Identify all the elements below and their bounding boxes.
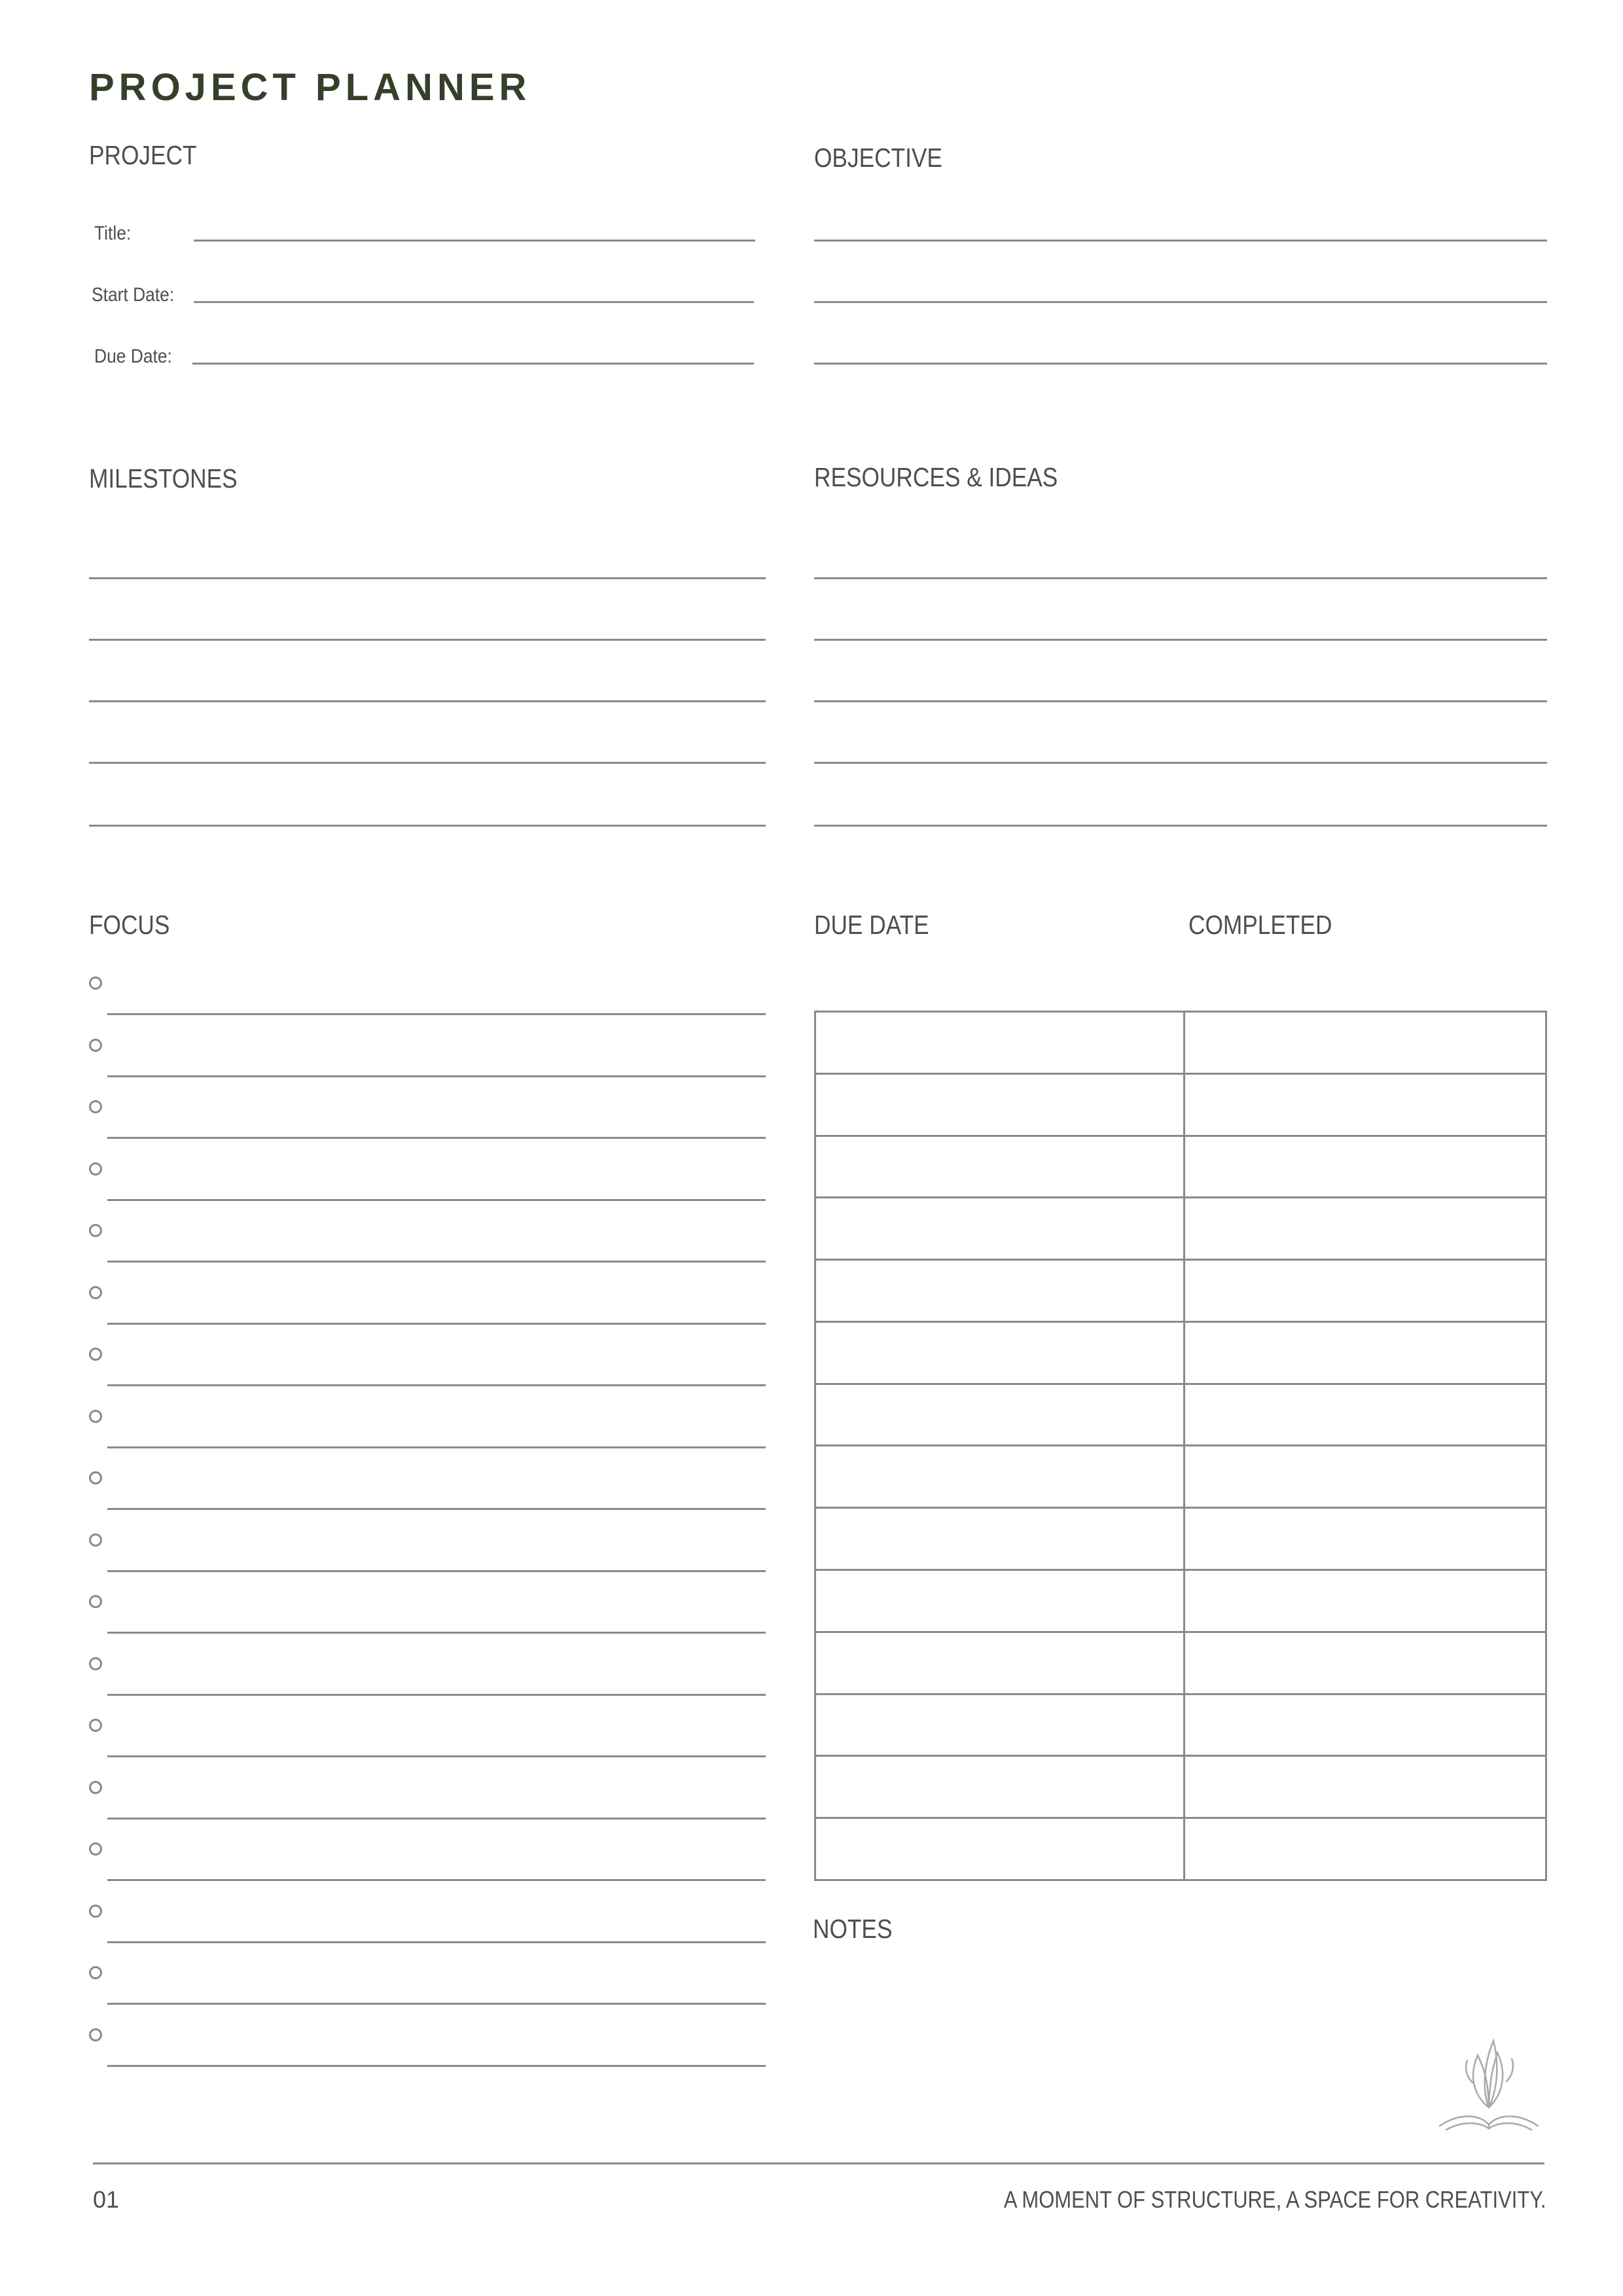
milestone-line[interactable]: [89, 825, 766, 827]
focus-line[interactable]: [107, 1755, 766, 1757]
due-date-cell[interactable]: [815, 1446, 1185, 1508]
completed-cell[interactable]: [1184, 1073, 1546, 1136]
focus-line[interactable]: [107, 1446, 766, 1448]
focus-line[interactable]: [107, 1137, 766, 1139]
focus-line[interactable]: [107, 1384, 766, 1386]
completed-cell[interactable]: [1184, 1570, 1546, 1632]
objective-line[interactable]: [814, 363, 1547, 365]
focus-checkbox[interactable]: [89, 1348, 102, 1361]
focus-checkbox[interactable]: [89, 1224, 102, 1237]
completed-cell[interactable]: [1184, 1198, 1546, 1260]
focus-line[interactable]: [107, 1199, 766, 1201]
resource-line[interactable]: [814, 825, 1547, 827]
completed-cell[interactable]: [1184, 1694, 1546, 1756]
focus-line[interactable]: [107, 2065, 766, 2067]
table-row: [815, 1012, 1546, 1074]
due-date-cell[interactable]: [815, 1321, 1185, 1384]
focus-line[interactable]: [107, 1694, 766, 1696]
focus-line[interactable]: [107, 1818, 766, 1820]
due-date-label: Due Date:: [94, 346, 172, 367]
focus-line[interactable]: [107, 1013, 766, 1015]
completed-cell[interactable]: [1184, 1384, 1546, 1446]
completed-cell[interactable]: [1184, 1321, 1546, 1384]
table-row: [815, 1818, 1546, 1880]
focus-checkbox[interactable]: [89, 1162, 102, 1175]
due-date-cell[interactable]: [815, 1570, 1185, 1632]
due-date-cell[interactable]: [815, 1508, 1185, 1570]
table-row: [815, 1570, 1546, 1632]
title-field[interactable]: [194, 240, 755, 242]
lotus-book-icon: [1433, 2029, 1544, 2134]
table-row: [815, 1321, 1546, 1384]
focus-checkbox[interactable]: [89, 1039, 102, 1052]
milestone-line[interactable]: [89, 577, 766, 579]
completed-cell[interactable]: [1184, 1632, 1546, 1694]
table-row: [815, 1508, 1546, 1570]
due-date-cell[interactable]: [815, 1694, 1185, 1756]
objective-line[interactable]: [814, 240, 1547, 242]
project-heading: PROJECT: [89, 140, 197, 170]
resource-line[interactable]: [814, 762, 1547, 764]
table-row: [815, 1446, 1546, 1508]
focus-line[interactable]: [107, 1570, 766, 1572]
footer-divider: [93, 2162, 1544, 2164]
milestone-line[interactable]: [89, 700, 766, 702]
table-row: [815, 1756, 1546, 1818]
completed-cell[interactable]: [1184, 1012, 1546, 1074]
focus-checkbox[interactable]: [89, 1410, 102, 1423]
focus-checkbox[interactable]: [89, 1719, 102, 1732]
table-row: [815, 1136, 1546, 1198]
completed-cell[interactable]: [1184, 1446, 1546, 1508]
resources-heading: RESOURCES & IDEAS: [814, 462, 1058, 492]
focus-checkbox[interactable]: [89, 977, 102, 990]
focus-heading: FOCUS: [89, 910, 170, 940]
start-date-label: Start Date:: [92, 284, 175, 306]
table-row: [815, 1632, 1546, 1694]
focus-line[interactable]: [107, 1508, 766, 1510]
focus-checkbox[interactable]: [89, 1657, 102, 1670]
milestones-heading: MILESTONES: [89, 463, 238, 493]
focus-checkbox[interactable]: [89, 1595, 102, 1608]
focus-checkbox[interactable]: [89, 1100, 102, 1113]
due-date-cell[interactable]: [815, 1136, 1185, 1198]
focus-checkbox[interactable]: [89, 1905, 102, 1918]
resource-line[interactable]: [814, 700, 1547, 702]
completed-cell[interactable]: [1184, 1756, 1546, 1818]
table-row: [815, 1384, 1546, 1446]
focus-line[interactable]: [107, 1261, 766, 1263]
due-date-cell[interactable]: [815, 1756, 1185, 1818]
due-date-cell[interactable]: [815, 1012, 1185, 1074]
resource-line[interactable]: [814, 639, 1547, 641]
due-date-cell[interactable]: [815, 1073, 1185, 1136]
page-title: PROJECT PLANNER: [89, 66, 531, 109]
footer-slogan: A MOMENT OF STRUCTURE, A SPACE FOR CREATIVITY.: [1003, 2186, 1546, 2213]
table-row: [815, 1198, 1546, 1260]
focus-checkbox[interactable]: [89, 1534, 102, 1547]
focus-line[interactable]: [107, 1075, 766, 1077]
focus-checkbox[interactable]: [89, 1471, 102, 1484]
focus-checkbox[interactable]: [89, 2028, 102, 2041]
completed-heading: COMPLETED: [1188, 910, 1332, 940]
notes-heading: NOTES: [813, 1914, 893, 1944]
title-label: Title:: [94, 223, 132, 244]
due-date-cell[interactable]: [815, 1384, 1185, 1446]
completed-cell[interactable]: [1184, 1508, 1546, 1570]
milestone-line[interactable]: [89, 639, 766, 641]
page-number: 01: [93, 2186, 120, 2213]
completed-cell[interactable]: [1184, 1818, 1546, 1880]
table-row: [815, 1260, 1546, 1322]
due-date-cell[interactable]: [815, 1198, 1185, 1260]
due-date-table: [814, 1011, 1547, 1881]
focus-checkbox[interactable]: [89, 1286, 102, 1299]
milestone-line[interactable]: [89, 762, 766, 764]
focus-line[interactable]: [107, 2003, 766, 2005]
table-row: [815, 1073, 1546, 1136]
due-date-cell[interactable]: [815, 1632, 1185, 1694]
focus-checkbox[interactable]: [89, 1781, 102, 1794]
focus-line[interactable]: [107, 1632, 766, 1634]
focus-line[interactable]: [107, 1879, 766, 1881]
due-date-cell[interactable]: [815, 1818, 1185, 1880]
objective-line[interactable]: [814, 301, 1547, 303]
start-date-field[interactable]: [194, 301, 754, 303]
due-date-field[interactable]: [192, 363, 754, 365]
completed-cell[interactable]: [1184, 1260, 1546, 1322]
due-date-cell[interactable]: [815, 1260, 1185, 1322]
focus-line[interactable]: [107, 1941, 766, 1943]
focus-checkbox[interactable]: [89, 1966, 102, 1979]
table-row: [815, 1694, 1546, 1756]
due-date-heading: DUE DATE: [814, 910, 929, 940]
resource-line[interactable]: [814, 577, 1547, 579]
focus-line[interactable]: [107, 1323, 766, 1325]
focus-checkbox[interactable]: [89, 1842, 102, 1856]
completed-cell[interactable]: [1184, 1136, 1546, 1198]
objective-heading: OBJECTIVE: [814, 143, 942, 173]
